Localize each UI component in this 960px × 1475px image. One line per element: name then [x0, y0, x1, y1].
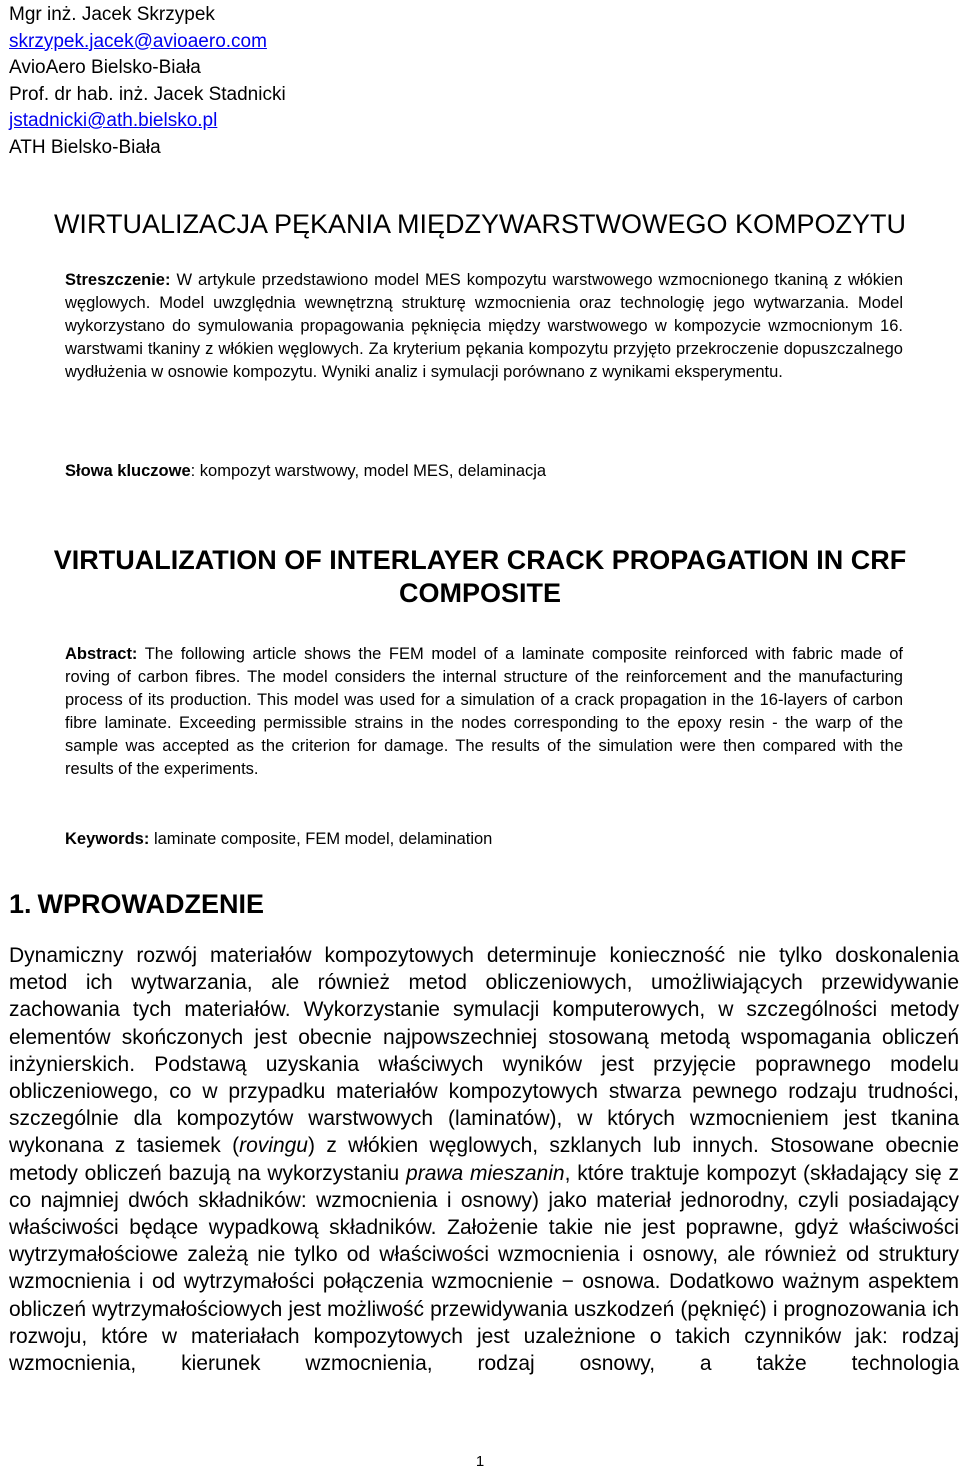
author1-affiliation: AvioAero Bielsko-Biała — [9, 57, 201, 78]
author1-email-link[interactable]: skrzypek.jacek@avioaero.com — [9, 30, 267, 52]
body-italic-prawa-mieszanin: prawa mieszanin — [406, 1161, 565, 1185]
author2-affiliation: ATH Bielsko-Biała — [9, 136, 161, 158]
author1-name: Mgr inż. Jacek Skrzypek — [9, 4, 215, 25]
section-title: WPROWADZENIE — [37, 889, 265, 919]
keywords-polish-text: : kompozyt warstwowy, model MES, delaminacja — [190, 462, 547, 480]
section-number: 1. — [9, 889, 32, 919]
body-italic-rovingu: rovingu — [239, 1134, 308, 1158]
body-text-part-2: ) z włókien węglowych, szklanych lub innych. Stosowane obecnie metody obliczeń bazują na wykorzystaniu — [9, 1134, 960, 1185]
page-number: 1 — [475, 1453, 485, 1470]
keywords-polish — [65, 460, 903, 483]
title-polish: WIRTUALIZACJA PĘKANIA MIĘDZYWARSTWOWEGO KOMPOZYTU — [53, 209, 907, 239]
body-text-part-1: Dynamiczny rozwój materiałów kompozytowych determinuje konieczność nie tylko doskonalenia metod ich wytwarzania, ale również metod obliczeniowych, umożliwiających przewidywanie zachowania tych materiałów. Wykorzystanie symulacji komputerowych, w szczególności metody elementów skończonych jest obecnie najpowszechniej stosowaną metodą wspomagania obliczeń inżynierskich. Podstawą uzyskania właściwych wyników jest przyjęcie poprawnego modelu obliczeniowego, co w przypadku materiałów kompozytowych stwarza pewnego rodzaju trudności, szczególnie dla kompozytów warstwowych (laminatów), w których wzmocnieniem jest tkanina wykonana z tasiemek ( — [9, 944, 959, 1158]
abstract-polish-text: W artykule przedstawiono model MES kompozytu warstwowego wzmocnionego tkaniną z włókien węglowych. Model uwzględnia wewnętrzną strukturę wzmocnienia oraz technologię jego wytwarzania. Model wykorzystano do symulowania propagowania pęknięcia między warstwowego w kompozycie wzmocnionym 16. warstwami tkaniny z włókien węglowych. Za kryterium pękania kompozytu przyjęto przekroczenie dopuszczalnego wydłużenia w osnowie kompozytu. Wyniki analiz i symulacji porównano z wynikami eksperymentu. — [65, 271, 903, 381]
keywords-english-text: laminate composite, FEM model, delamination — [149, 830, 493, 848]
title-english: VIRTUALIZATION OF INTERLAYER CRACK PROPAGATION IN CRF COMPOSITE — [53, 545, 907, 608]
author2-name: Prof. dr hab. inż. Jacek Stadnicki — [9, 83, 286, 105]
abstract-polish — [65, 269, 903, 384]
abstract-english-text: The following article shows the FEM model of a laminate composite reinforced with fabric made of roving of carbon fibres. The model considers the internal structure of the reinforcement and the manufacturing process of its production. This model was used for a simulation of a crack propagation in the 16-layers of carbon fibre laminate. Exceeding permissible strains in the nodes corresponding to the epoxy resin - the warp of the sample was accepted as the criterion for damage. The results of the simulation were then compared with the results of the experiments. — [65, 645, 903, 778]
section-heading — [9, 887, 264, 921]
abstract-english-label: Abstract: — [65, 645, 138, 663]
keywords-polish-label: Słowa kluczowe — [65, 462, 191, 480]
keywords-english-label: Keywords: — [65, 830, 150, 848]
author2-email-link[interactable]: jstadnicki@ath.bielsko.pl — [9, 110, 218, 131]
author-block — [9, 2, 286, 161]
keywords-english — [65, 828, 903, 851]
body-paragraph — [9, 942, 959, 1377]
body-text-part-3: , które traktuje kompozyt (składający się z co najmniej dwóch składników: wzmocnienia i osnowy) jako materiał jednorodny, czyli posiadający właściwości będące wypadkową składników. Założenie takie nie jest poprawne, gdyż właściwości wytrzymałościowe zależą nie tylko od właściwości wzmocnienia i osnowy, ale również od struktury wzmocnienia i od wytrzymałości połączenia wzmocnienie − osnowa. Dodatkowo ważnym aspektem obliczeń wytrzymałościowych jest możliwość przewidywania uszkodzeń (pęknięć) i prognozowania ich rozwoju, które w materiałach kompozytowych jest uzależnione o takich czynników jak: rodzaj wzmocnienia, kierunek wzmocnienia, rodzaj osnowy, a także technologia — [9, 1161, 960, 1376]
abstract-polish-label: Streszczenie: — [65, 271, 171, 289]
abstract-english — [65, 643, 903, 781]
